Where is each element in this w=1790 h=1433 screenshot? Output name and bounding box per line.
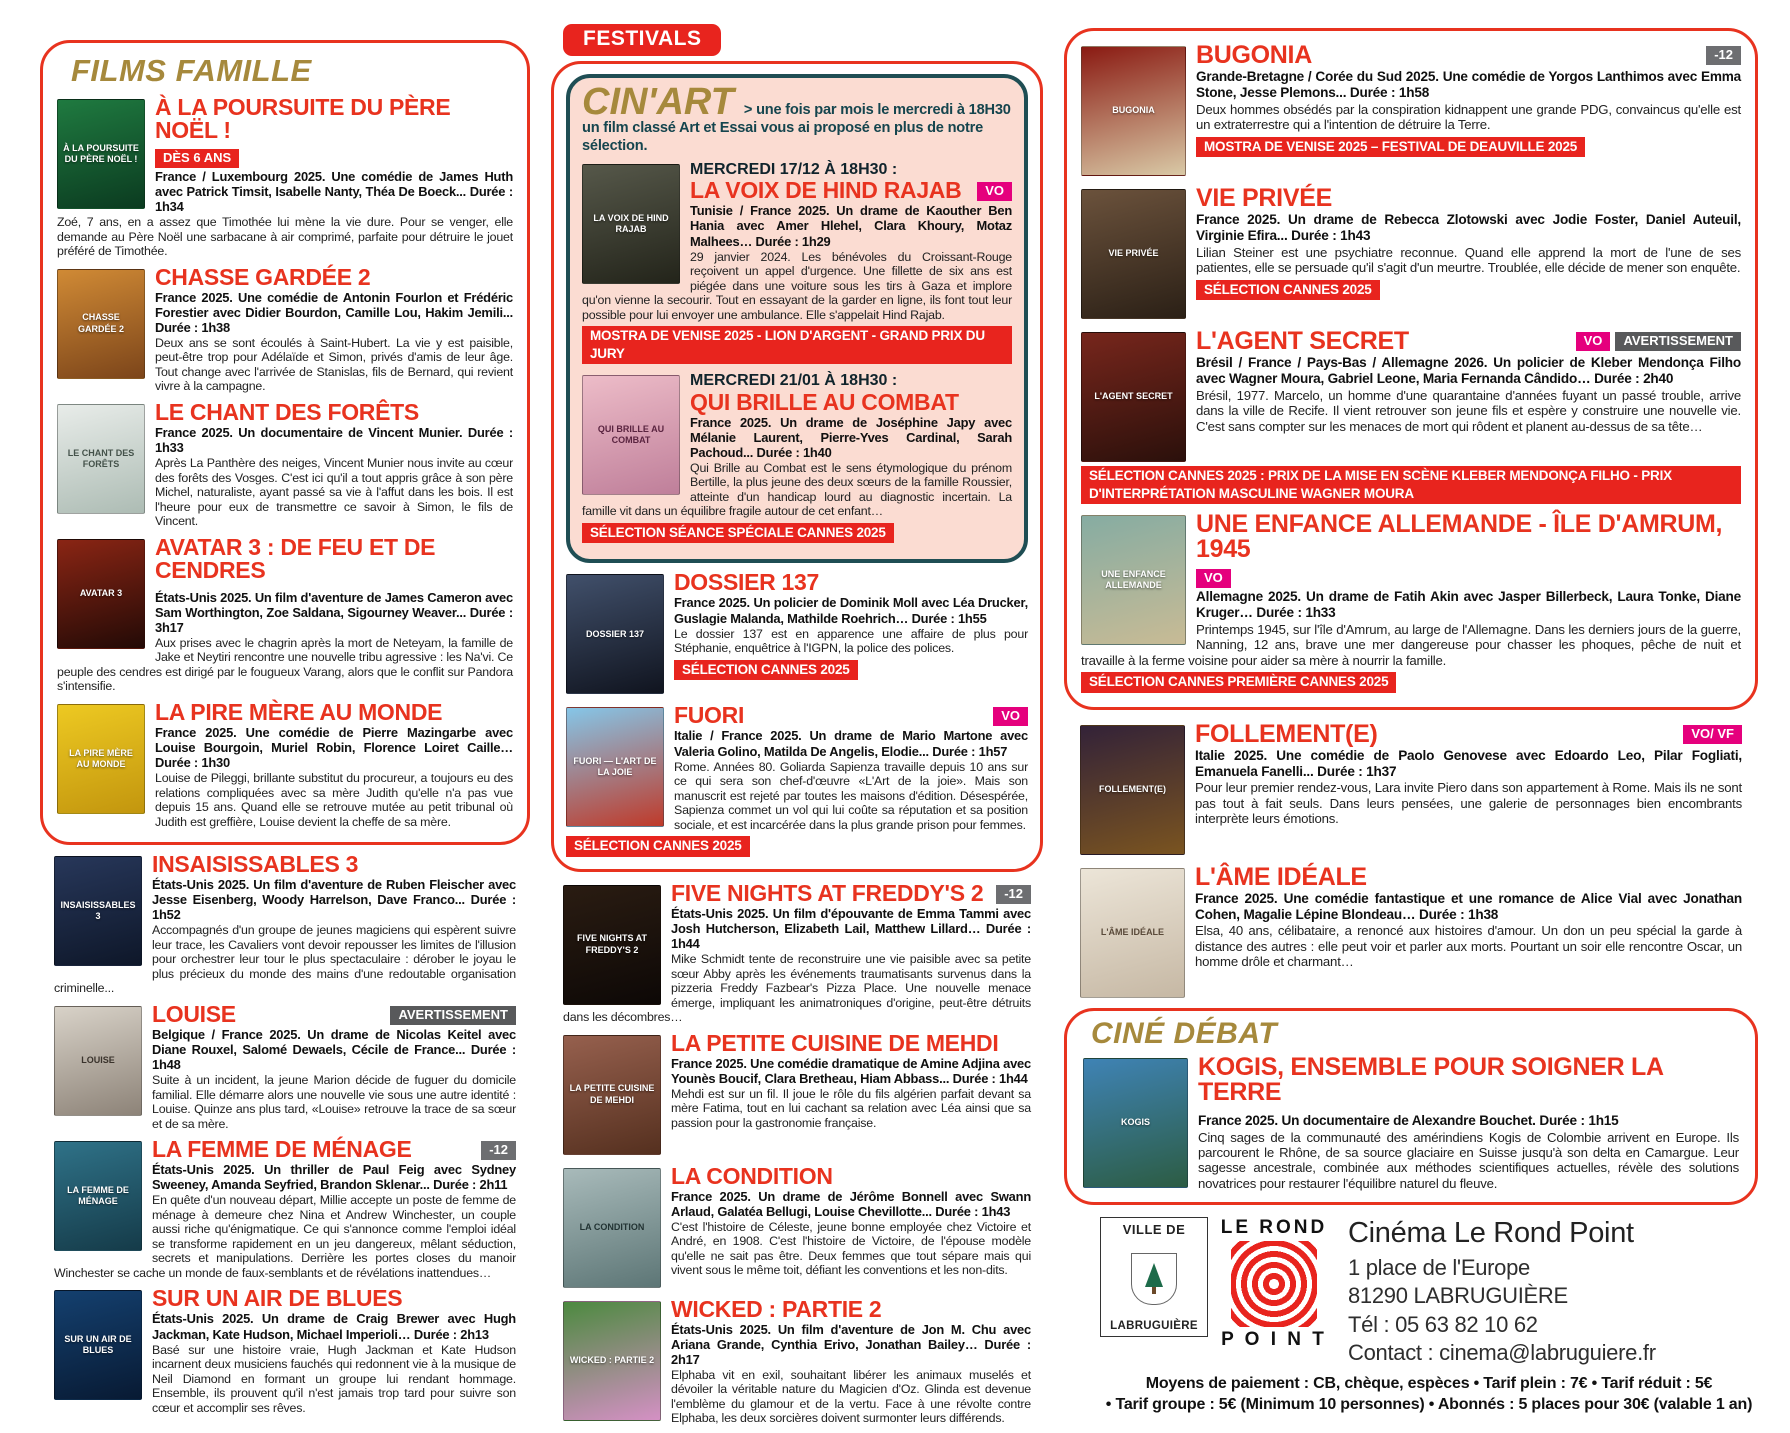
movie-poster-title: AVATAR 3 (79, 588, 123, 599)
movie-poster-title: LA PIRE MÈRE AU MONDE (69, 747, 133, 769)
movie-credits: France 2025. Une comédie dramatique de Amine Adjina avec Younès Boucif, Clara Bretheau, Hiam Abbass... Durée : 1h44 (671, 1055, 1031, 1086)
movie-entry (582, 161, 1012, 365)
movie-title-row (155, 698, 513, 725)
movie-description: Zoé, 7 ans, en a assez que Timothée lui mène la vie dure. Pour se venger, elle demande au Père Noël une sarbacane à air comprimé, parfaite pour détruire le jouet préféré de Timothée. (57, 215, 513, 259)
rating-badge: VO (977, 182, 1012, 201)
movie-entry (54, 1138, 516, 1280)
movie-title: INSAISISSABLES 3 (152, 851, 359, 878)
movie-title-row (152, 1287, 516, 1310)
movie-poster (57, 539, 145, 649)
column-festivals (551, 24, 1043, 1433)
festival-banner: MOSTRA DE VENISE 2025 - LION D'ARGENT - GRAND PRIX DU JURY (582, 326, 1012, 364)
movie-title: L'AGENT SECRET (1196, 327, 1409, 355)
movie-title: LA PETITE CUISINE DE MEHDI (671, 1029, 999, 1056)
movie-title: AVATAR 3 : DE FEU ET DE CENDRES (155, 533, 436, 583)
movie-title-row (1195, 719, 1742, 748)
tarifs-line-2: • Tarif groupe : 5€ (Minimum 10 personnes) • Abonnés : 5 places pour 30€ (valable 1 an) (1105, 1396, 1753, 1414)
movie-poster-title: KOGIS (1120, 1117, 1150, 1127)
movie-title: WICKED : PARTIE 2 (671, 1295, 882, 1322)
festivals-movies-list (566, 571, 1028, 857)
movie-title-row (671, 879, 1031, 906)
movie-poster (582, 375, 680, 495)
cinart-intro: > une fois par mois le mercredi à 18H30 un film classé Art et Essai vous ai proposé en plus de notre sélection. (582, 102, 1011, 154)
movie-credits: Tunisie / France 2025. Un drame de Kaouther Ben Hania avec Amer Hlehel, Clara Khoury, Motaz Malhees… Durée : 1h29 (690, 203, 1012, 249)
movie-title: LA PIRE MÈRE AU MONDE (155, 698, 443, 725)
rating-badge: AVERTISSEMENT (1615, 332, 1741, 351)
movie-description: Deux hommes obsédés par la conspiration kidnappent une grande PDG, convaincus qu'elle est un extraterrestre qui a l'intention de détruire la Terre. (1196, 101, 1741, 133)
movie-description: Lilian Steiner est une psychiatre reconnue. Quand elle apprend la mort de l'une de ses patientes, elle se persuade qu'il s'agit d'un meurtre. Troublée, elle décide de mener son enquête. (1196, 244, 1741, 276)
cine-debat-movie (1083, 1052, 1739, 1192)
festival-banner: SÉLECTION CANNES 2025 (1196, 280, 1380, 301)
movie-badges (996, 885, 1031, 904)
movie-credits: Grande-Bretagne / Corée du Sud 2025. Une comédie de Yorgos Lanthimos avec Emma Stone, Jesse Plemons... Durée : 1h58 (1196, 69, 1741, 100)
movie-badges (1706, 46, 1741, 65)
address-line-2: 81290 LABRUGUIÈRE (1348, 1283, 1568, 1309)
movie-entry (563, 1162, 1031, 1291)
movie-entry (566, 704, 1028, 857)
movie-description: Qui Brille au Combat est le sens étymologique du prénom Bertille, la plus jeune des deux sœurs de la famille Roussier, atteinte d'un handicap lourd au diagnostic incertain. La famille vit dans un équilibre fragile autour de cet enfant… (582, 460, 1012, 519)
movie-badges (1683, 725, 1742, 744)
movie-poster (563, 1035, 661, 1155)
movie-credits: États-Unis 2025. Un drame de Craig Brewer avec Hugh Jackman, Kate Hudson, Michael Imperioli… Durée : 2h13 (152, 1311, 516, 1342)
movie-poster-title: CHASSE GARDÉE 2 (77, 312, 124, 334)
movie-poster (1081, 46, 1186, 176)
email-line: Contact : cinema@labruguiere.fr (1348, 1339, 1656, 1365)
movie-credits: France 2025. Un documentaire de Alexandre Bouchet. Durée : 1h15 (1198, 1112, 1619, 1128)
rond-point-logo-bottom-text: P O I N T (1221, 1329, 1327, 1351)
tree-icon (1145, 1263, 1163, 1287)
movie-entry (57, 533, 513, 694)
movie-credits: France 2025. Une comédie de Antonin Fourlon et Frédéric Forestier avec Didier Bourdon, Camille Lou, Hakim Jemili... Durée : 1h38 (155, 289, 513, 335)
movie-poster (563, 1301, 661, 1421)
le-rond-point-logo (1220, 1217, 1328, 1351)
movie-banners (582, 325, 1012, 365)
movie-title: LA CONDITION (671, 1162, 833, 1189)
movie-title: FOLLEMENT(E) (1195, 719, 1378, 748)
movie-credits: États-Unis 2025. Un film d'aventure de Ruben Fleischer avec Jesse Eisenberg, Woody Harrelson, Dave Franco... Durée : 1h52 (152, 877, 516, 923)
movie-title-row (1198, 1052, 1739, 1112)
festivals-label: FESTIVALS (563, 24, 721, 56)
movie-badges (977, 182, 1012, 201)
movie-poster-title: À LA POURSUITE DU PÈRE NOËL ! (63, 142, 139, 164)
movie-title-row (674, 571, 1028, 594)
movie-entry (563, 1029, 1031, 1158)
movie-title: À LA POURSUITE DU PÈRE NOËL ! (155, 94, 451, 143)
movie-poster (54, 1006, 142, 1116)
movie-title: QUI BRILLE AU COMBAT (690, 388, 959, 415)
festival-banner: SÉLECTION CANNES 2025 : PRIX DE LA MISE EN SCÈNE KLEBER MENDONÇA FILHO - PRIX D'INTERPRÉTATION MASCULINE WAGNER MOURA (1081, 466, 1741, 504)
movie-poster (54, 856, 142, 966)
rating-badge: -12 (996, 885, 1031, 904)
movie-description: Printemps 1945, sur l'île d'Amrum, au large de l'Allemagne. Dans les derniers jours de la guerre, Nanning, 12 ans, brave une mer dangereuse pour chasser les phoques, pêche de nuit et travaille à la ferme voisine pour aider sa mère à nourrir la famille. (1081, 621, 1741, 668)
movie-banners (582, 522, 1012, 545)
cinart-header (582, 81, 1012, 155)
movie-poster-title: LA PETITE CUISINE DE MEHDI (569, 1083, 655, 1105)
festival-banner: SÉLECTION CANNES 2025 (674, 660, 858, 681)
films-famille-list (57, 96, 513, 829)
column-films-famille (40, 24, 530, 1433)
contact-logos-row (1100, 1217, 1758, 1367)
movie-title: DOSSIER 137 (674, 569, 819, 596)
movie-entry (57, 96, 513, 259)
festival-banner: SÉLECTION CANNES PREMIÈRE CANNES 2025 (1081, 672, 1396, 693)
movie-description: 29 janvier 2024. Les bénévoles du Croissant-Rouge reçoivent un appel d'urgence. Une fillette de six ans est piégée dans une voiture sous les tirs à Gaza et implore qu'on vienne la secourir. Tout en essayant de la garder en ligne, ils font tout leur possible pour lui envoyer une ambulance. Elle s'appelait Hind Rajab. (582, 249, 1012, 322)
films-famille-title: FILMS FAMILLE (71, 53, 312, 88)
movie-credits: États-Unis 2025. Un film d'aventure de Jon M. Chu avec Ariana Grande, Cynthia Erivo, Jonathan Bailey… Durée : 2h17 (671, 1321, 1031, 1367)
tarifs-block (1100, 1373, 1758, 1416)
movie-description: Après La Panthère des neiges, Vincent Munier nous invite au cœur des forêts des Vosges. C'est ici qu'il a tout appris grâce à son père Michel, naturaliste, ayant passé sa vie à l'affut dans les bois. Il est l'heure pour eux de transmettre ce savoir à Simon, le fils de Vincent. (155, 456, 513, 529)
movie-badges (155, 149, 239, 168)
movie-poster (1083, 1058, 1188, 1188)
movie-credits: Italie 2025. Une comédie de Paolo Genovese avec Edoardo Leo, Pilar Fogliati, Emanuela Fanelli... Durée : 1h37 (1195, 747, 1742, 779)
movie-poster (54, 1141, 142, 1251)
movie-description: Le dossier 137 est en apparence une affaire de plus pour Stéphanie, enquêtrice à l'IGPN, la police des polices. (674, 626, 1028, 656)
movie-credits: France 2025. Un drame de Rebecca Zlotowski avec Jodie Foster, Daniel Auteuil, Virginie Efira... Durée : 1h43 (1196, 212, 1741, 243)
rating-badge: VO (993, 707, 1028, 726)
movie-poster-title: LE CHANT DES FORÊTS (67, 447, 135, 469)
movie-poster (54, 1290, 142, 1400)
movie-title: L'ÂME IDÉALE (1195, 862, 1367, 891)
contact-details (1340, 1217, 1656, 1367)
rating-badge: AVERTISSEMENT (390, 1006, 516, 1025)
rond-point-logo-top-text: LE ROND (1220, 1217, 1328, 1239)
rating-badge: DÈS 6 ANS (155, 149, 239, 168)
movie-title-row (671, 1295, 1031, 1322)
movie-credits: France 2025. Une comédie de Pierre Mazingarbe avec Louise Bourgoin, Muriel Robin, Florence Loiret Caille… Durée : 1h30 (155, 724, 513, 771)
right-selection-list (1081, 43, 1741, 694)
movie-entry (57, 398, 513, 529)
movie-title: KOGIS, ENSEMBLE POUR SOIGNER LA TERRE (1198, 1052, 1663, 1106)
movie-description: Basé sur une histoire vraie, Hugh Jackman et Kate Hudson incarnent deux musiciens fauchés qui redonnent vie à la musique de Neil Diamond en formant un groupe lui rendant hommage. Ensemble, ils prouvent qu'il n'est jamais trop tard pour suivre son cœur et accomplir ses rêves. (152, 1342, 516, 1415)
movie-credits: États-Unis 2025. Un film d'aventure de James Cameron avec Sam Worthington, Zoe Saldana, Sigourney Weaver... Durée : 3h17 (155, 589, 513, 635)
films-famille-more-list (40, 845, 530, 1415)
movie-entry (54, 1000, 516, 1131)
movie-description: C'est l'histoire de Céleste, jeune bonne employée chez Victoire et André, en 1908. C'est l'histoire de Victoire, de l'épouse modèle qu'elle ne sait pas être. Deux femmes que tout sépare mais qui vivent sous le même toit, défiant les conventions et les non-dits. (671, 1219, 1031, 1278)
screening-date: MERCREDI 21/01 À 18H30 : (690, 372, 898, 390)
movie-poster (57, 99, 145, 209)
movie-entry (57, 263, 513, 394)
movie-title-row (152, 1138, 516, 1161)
movie-entry (1081, 186, 1741, 322)
movie-title-row (1196, 329, 1741, 354)
movie-title: LOUISE (152, 1000, 236, 1027)
movie-title-row (690, 179, 1012, 202)
movie-credits: Allemagne 2025. Un drame de Fatih Akin avec Jasper Billerbeck, Laura Tonke, Diane Kruger… Durée : 1h33 (1196, 588, 1741, 620)
movie-title-row (155, 263, 513, 290)
movie-title: LA FEMME DE MÉNAGE (152, 1136, 412, 1163)
movie-entry (1081, 329, 1741, 505)
movie-title-row (671, 1029, 1031, 1056)
movie-title: FIVE NIGHTS AT FREDDY'S 2 (671, 879, 984, 906)
ville-logo-bottom-text: LABRUGUIÈRE (1110, 1320, 1198, 1333)
movie-banners (566, 835, 1028, 858)
movie-poster-title: UNE ENFANCE ALLEMANDE (1101, 568, 1166, 591)
movie-credits: États-Unis 2025. Un thriller de Paul Feig avec Sydney Sweeney, Amanda Seyfried, Brandon Sklenar... Durée : 2h11 (152, 1162, 516, 1193)
movie-title: LA VOIX DE HIND RAJAB (690, 177, 962, 204)
movie-poster-title: LA VOIX DE HIND RAJAB (593, 212, 669, 234)
rating-badge: VO (1196, 569, 1231, 588)
movie-badges (390, 1006, 516, 1025)
movie-entry (57, 698, 513, 829)
contact-block (1064, 1215, 1758, 1416)
tarifs-line-1: Moyens de paiement : CB, chèque, espèces • Tarif plein : 7€ • Tarif réduit : 5€ (1145, 1374, 1713, 1392)
movie-description: Louise de Pileggi, brillante substitut du procureur, a toujours eu des relations compliquées avec sa mère Judith qu'elle n'a pas vue depuis 15 ans. Quand elle se retrouve mutée au petit tribunal où Judith est greffière, Louise devient la cheffe de sa mère. (155, 771, 513, 829)
column-right (1064, 24, 1758, 1433)
movie-title-row (690, 388, 1012, 415)
movie-description: Suite à un incident, la jeune Marion décide de fuguer du domicile familial. Elle démarre alors une nouvelle vie sous une autre identité : Louise. Quinze ans plus tard, «Louise» retrouve la trace de sa sœur et de sa mère. (152, 1073, 516, 1131)
rating-badge: -12 (481, 1141, 516, 1160)
spiral-icon (1231, 1241, 1317, 1327)
movie-poster-title: DOSSIER 137 (585, 628, 645, 639)
festival-banner: MOSTRA DE VENISE 2025 – FESTIVAL DE DEAUVILLE 2025 (1196, 137, 1585, 158)
movie-title: VIE PRIVÉE (1196, 184, 1332, 212)
movie-title-row (155, 96, 513, 168)
movie-credits: Belgique / France 2025. Un drame de Nicolas Keitel avec Diane Rouxel, Salomé Dewaels, Cécile de France... Durée : 1h48 (152, 1026, 516, 1073)
movie-title-row (671, 1162, 1031, 1189)
movie-entry (1081, 43, 1741, 179)
movie-poster-title: WICKED : PARTIE 2 (569, 1354, 655, 1365)
rating-badge: VO (1576, 332, 1611, 351)
movie-banners (1081, 671, 1741, 694)
movie-entry (566, 571, 1028, 697)
movie-entry (54, 853, 516, 996)
movie-poster (57, 404, 145, 514)
movie-poster (57, 704, 145, 814)
movie-credits: Brésil / France / Pays-Bas / Allemagne 2026. Un policier de Kleber Mendonça Filho avec Wagner Moura, Gabriel Leone, Maria Fernanda Cândido… Durée : 2h40 (1196, 355, 1741, 386)
movie-poster (1081, 332, 1186, 462)
ville-logo-top-text: VILLE DE (1122, 1222, 1186, 1238)
screening-date: MERCREDI 17/12 À 18H30 : (690, 161, 898, 178)
movie-badges (1576, 332, 1741, 351)
movie-poster-title: LOUISE (81, 1055, 115, 1066)
right-more-list (1064, 720, 1758, 1001)
movie-poster (563, 1168, 661, 1288)
movie-poster (57, 269, 145, 379)
selection-movies-list (551, 872, 1043, 1426)
movie-entry (563, 1295, 1031, 1426)
movie-title: BUGONIA (1196, 41, 1312, 69)
movie-poster-title: FOLLEMENT(E) (1099, 784, 1166, 794)
rating-badge: -12 (1706, 46, 1741, 65)
rating-badge: VO/ VF (1683, 725, 1742, 744)
movie-description: Elphaba vit en exil, souhaitant libérer les animaux muselés et dévoiler la véritable nature du Magicien d'Oz. Glinda est devenue l'emblème du glamour et de la vertu. Face à une révolte contre Elphaba, les deux sorcières doivent surmonter leurs différends. (671, 1367, 1031, 1426)
movie-entry (1081, 512, 1741, 694)
movie-poster-title: FUORI — L'ART DE LA JOIE (573, 756, 657, 778)
phone-line: Tél : 05 63 82 10 62 (1348, 1311, 1538, 1337)
movie-badges (993, 707, 1028, 726)
movie-entry (1083, 1052, 1739, 1192)
movie-poster (566, 574, 664, 694)
movie-poster (563, 885, 661, 1005)
movie-description: Mehdi est sur un fil. Il joue le rôle du fils algérien parfait devant sa mère Fatima, tout en lui cachant sa relation avec Léa ainsi que sa passion pour la gastronomie française. (671, 1086, 1031, 1130)
cinart-screenings-list (582, 161, 1012, 544)
movie-poster-title: LA FEMME DE MÉNAGE (67, 1185, 129, 1207)
movie-credits: France 2025. Un drame de Jérôme Bonnell avec Swann Arlaud, Galatéa Bellugi, Louise Chevillotte... Durée : 1h43 (671, 1188, 1031, 1219)
movie-poster-title: L'ÂME IDÉALE (1100, 927, 1165, 937)
cine-debat-title: CINÉ DÉBAT (1091, 1016, 1278, 1050)
films-famille-box (40, 40, 530, 845)
movie-title-row (1196, 512, 1741, 588)
movie-poster (1081, 515, 1186, 645)
movie-credits: France 2025. Un drame de Joséphine Japy avec Mélanie Laurent, Pierre-Yves Cardinal, Sarah Pachoud... Durée : 1h40 (690, 414, 1012, 460)
movie-entry (582, 372, 1012, 544)
cinart-box (566, 74, 1028, 563)
movie-credits: France / Luxembourg 2025. Une comédie de James Huth avec Patrick Timsit, Isabelle Nanty, Théa De Boeck... Durée : 1h34 (155, 168, 513, 215)
movie-credits: Italie / France 2025. Un drame de Mario Martone avec Valeria Golino, Matilda De Angelis, Elodie... Durée : 1h57 (674, 728, 1028, 759)
movie-poster-title: LA CONDITION (579, 1221, 645, 1232)
movie-title-row (155, 398, 513, 425)
movie-description: Deux ans se sont écoulés à Saint-Hubert. La vie y est paisible, peut-être trop pour Adélaïde et Simon, privés d'amis de leur âge. Tout change avec l'arrivée de Stanislas, fils de Bernard, qui revient vivre à la campagne. (155, 335, 513, 394)
movie-description: Brésil, 1977. Marcelo, un homme d'une quarantaine d'années fuyant un passé trouble, arrive dans la ville de Recife. Il vient retrouver son jeune fils et espère y construire une nouvelle vie. C'est sans compter sur les menaces de mort qui rôdent et planent au-dessus de sa tête… (1196, 387, 1741, 434)
movie-description: Aux prises avec le chagrin après la mort de Neteyam, la famille de Jake et Neytiri rencontre une nouvelle tribu agressive : les Na'vi. Ce peuple des cendres est dirigé par le fougueux Varang, alors que le conflit sur Pandora s'intensifie. (57, 635, 513, 694)
movie-poster-title: SUR UN AIR DE BLUES (64, 1334, 132, 1356)
movie-poster (566, 707, 664, 827)
right-selection-box (1064, 28, 1758, 710)
movie-poster (1080, 868, 1185, 998)
movie-entry (563, 879, 1031, 1025)
movie-poster-title: BUGONIA (1112, 105, 1155, 116)
movie-credits: France 2025. Une comédie fantastique et une romance de Alice Vial avec Jonathan Cohen, Magalie Lépine Blondeau… Durée : 1h38 (1195, 890, 1742, 922)
movie-title-row (1196, 43, 1741, 68)
movie-badges (1196, 569, 1231, 588)
movie-poster-title: INSAISISSABLES 3 (60, 899, 136, 922)
movie-credits: États-Unis 2025. Un film d'épouvante de Emma Tammi avec Josh Hutcherson, Elizabeth Lail, Matthew Lillard… Durée : 1h44 (671, 905, 1031, 951)
movie-poster-title: FIVE NIGHTS AT FREDDY'S 2 (576, 933, 647, 955)
movie-poster (1080, 725, 1185, 855)
movie-description: Elsa, 40 ans, célibataire, a renoncé aux histoires d'amour. Un don un peu spécial la garde à distance des autres : elle peut voir et parler aux morts. Pourtant un soir elle rencontre Oscar, un homme drôle et charmant… (1195, 923, 1742, 970)
cine-debat-box (1064, 1008, 1758, 1206)
movie-title: FUORI (674, 702, 745, 729)
movie-description: Pour leur premier rendez-vous, Lara invite Piero dans son appartement à Rome. Mais ils ne sont pas tout à fait seuls. Dans leurs pensées, une galerie de personnages bien encombrants interprète leurs émotions. (1195, 780, 1742, 827)
movie-description: En quête d'un nouveau départ, Millie accepte un poste de femme de ménage à demeure chez Nina et Andrew Winchester, un couple aussi riche qu'énigmatique. Ce qui s'annonce comme l'emploi idéal se transforme rapidement en un jeu dangereux, mêlant séduction, secrets et manipulations. Derrière les portes closes du manoir Winchester se cache un monde de faux-semblants et de révélations inattendues… (54, 1193, 516, 1280)
cinart-title: CIN'ART (582, 81, 734, 123)
movie-title-row (674, 704, 1028, 727)
movie-title: UNE ENFANCE ALLEMANDE - ÎLE D'AMRUM, 1945 (1196, 510, 1723, 564)
movie-entry (54, 1287, 516, 1415)
movie-title-row (1195, 862, 1742, 891)
movie-title-row (152, 853, 516, 876)
cinema-name: Cinéma Le Rond Point (1348, 1217, 1634, 1250)
movie-title-row (1196, 186, 1741, 211)
festivals-box (551, 61, 1043, 872)
movie-description: Mike Schmidt tente de reconstruire une vie paisible avec sa petite sœur Abby après les événements traumatisants survenus dans la pizzeria Freddy Fazbear's Pizza Place. Une nouvelle menace émerge, impliquant les animatroniques d'origine, peut-être détruits dans les décombres… (563, 952, 1031, 1024)
festival-banner: SÉLECTION SÉANCE SPÉCIALE CANNES 2025 (582, 523, 894, 544)
movie-badges (481, 1141, 516, 1160)
movie-poster (582, 164, 680, 284)
movie-poster-title: VIE PRIVÉE (1108, 248, 1159, 259)
movie-poster-title: QUI BRILLE AU COMBAT (597, 424, 665, 446)
city-crest-icon (1131, 1253, 1177, 1305)
movie-poster (1081, 189, 1186, 319)
movie-credits: France 2025. Un documentaire de Vincent Munier. Durée : 1h33 (155, 424, 513, 456)
movie-description: Cinq sages de la communauté des amérindiens Kogis de Colombie arrivent en Europe. Ils parcourent le Rhône, de sa source glaciaire en Suisse jusqu'à son delta en Camargue. Leur sagesse ancestrale, combinée aux méthodes scientifiques actuelles, révèle des solutions novatrices pour restaurer l'équilibre naturel du fleuve. (1198, 1129, 1739, 1191)
movie-description: Accompagnés d'un groupe de jeunes magiciens qui espèrent suivre leur trace, les Cavaliers vont devoir repousser les limites de l'illusion pour orchestrer leur tour le plus spectaculaire : dérober le joyau le plus précieux du monde des mains d'une redoutable organisation criminelle... (54, 923, 516, 996)
ville-de-labruguiere-logo (1100, 1217, 1208, 1337)
movie-description: Rome. Années 80. Goliarda Sapienza travaille depuis 10 ans sur ce qui sera son chef-d'œuvre «L'Art de la joie». Mais son manuscrit est rejeté par toutes les maisons d'édition. Désespérée, Sapienza commet un vol qui lui coûte sa réputation et sa position sociale, et est incarcérée dans la plus grande prison pour femmes. (674, 759, 1028, 832)
movie-title: LE CHANT DES FORÊTS (155, 398, 419, 425)
movie-title-row (152, 1000, 516, 1027)
address-line-1: 1 place de l'Europe (1348, 1255, 1530, 1281)
movie-title: CHASSE GARDÉE 2 (155, 263, 371, 290)
festival-banner: SÉLECTION CANNES 2025 (566, 836, 750, 857)
movie-poster-title: L'AGENT SECRET (1094, 391, 1173, 402)
movie-entry (1080, 862, 1742, 1001)
movie-credits: France 2025. Un policier de Dominik Moll avec Léa Drucker, Guslagie Malanda, Mathilde Roehrich… Durée : 1h55 (674, 595, 1028, 626)
movie-title-row (155, 533, 513, 589)
movie-entry (1080, 719, 1742, 858)
movie-title: SUR UN AIR DE BLUES (152, 1285, 403, 1312)
